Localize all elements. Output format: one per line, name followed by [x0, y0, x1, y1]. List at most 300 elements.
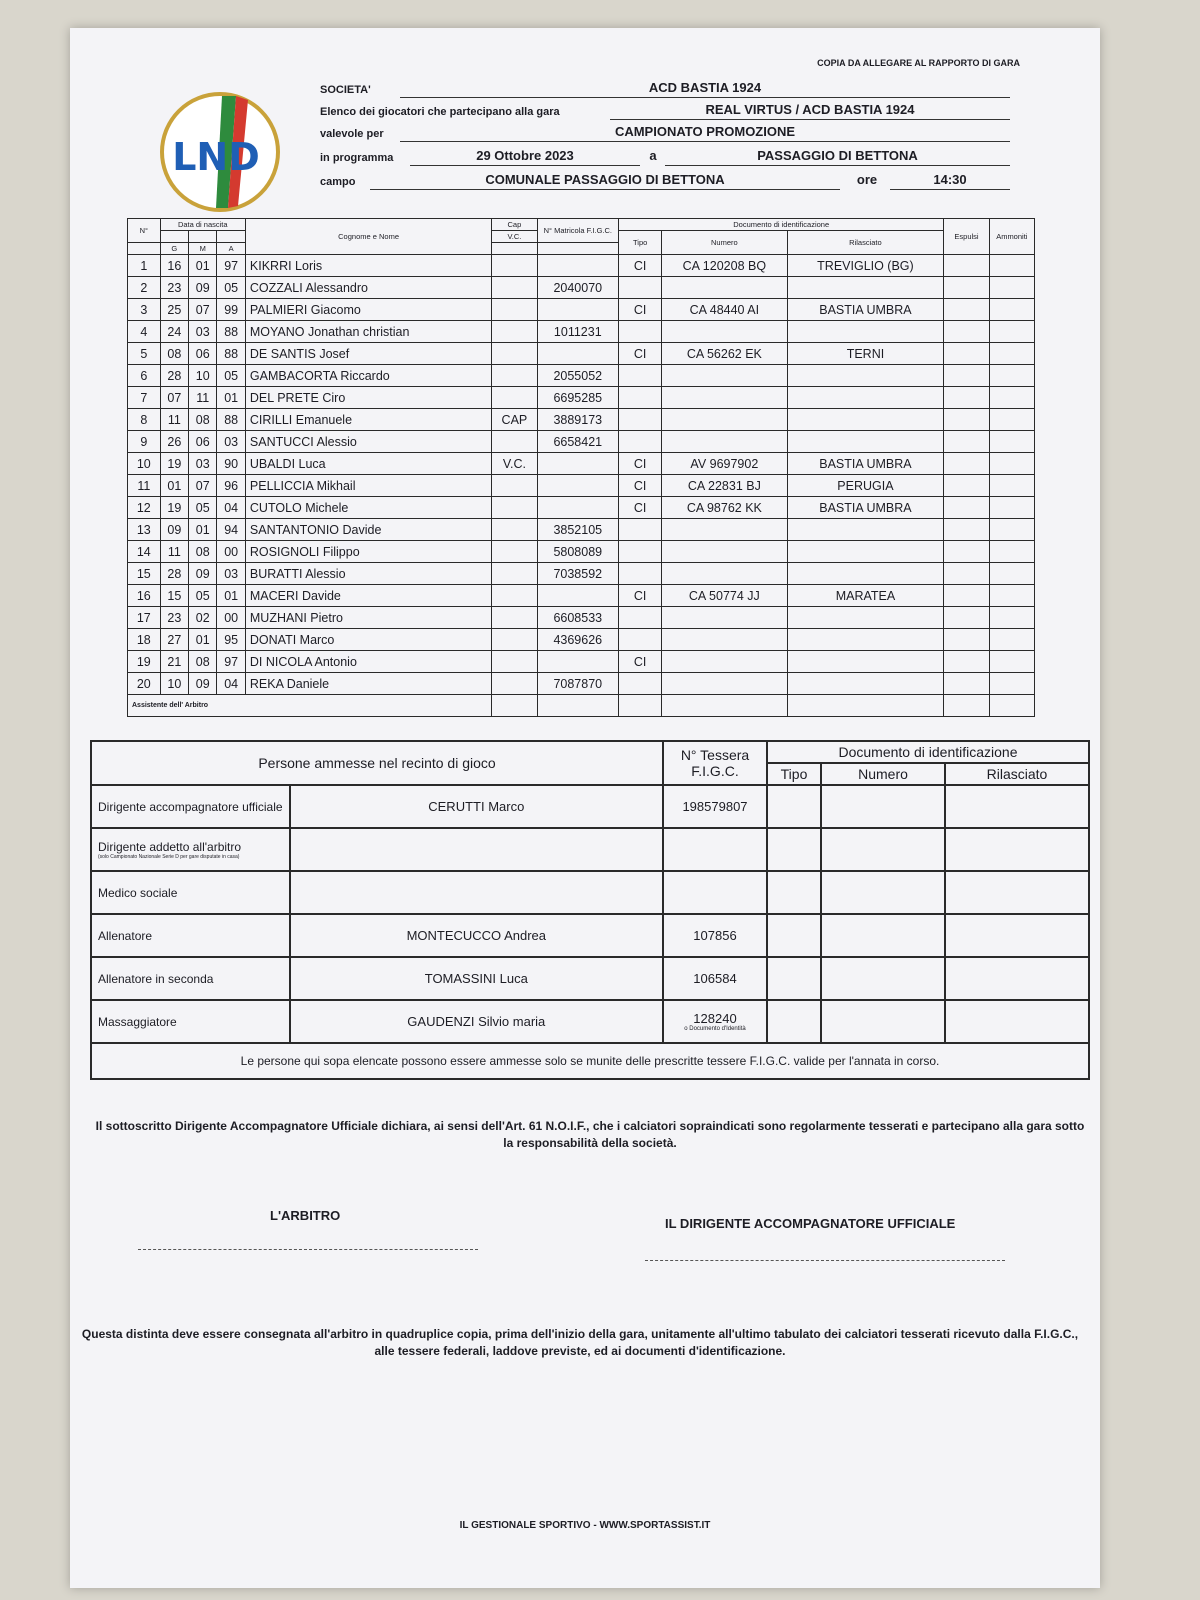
row-valevole: valevole per CAMPIONATO PROMOZIONE [320, 122, 1010, 144]
player-number: 2 [128, 277, 161, 299]
player-name: REKA Daniele [245, 673, 491, 695]
birth-month: 09 [189, 277, 217, 299]
birth-month: 05 [189, 497, 217, 519]
doc-numero [662, 651, 787, 673]
doc-note: o Documento d'Identità [684, 1026, 746, 1032]
player-name: BURATTI Alessio [245, 563, 491, 585]
birth-year: 04 [217, 673, 245, 695]
player-row [128, 343, 1035, 365]
doc-rilasciato [787, 365, 944, 387]
player-name: CIRILLI Emanuele [245, 409, 491, 431]
birth-year: 90 [217, 453, 245, 475]
row-campo: campo COMUNALE PASSAGGIO DI BETTONA ore 14:30 [320, 170, 1010, 192]
doc-numero [662, 409, 787, 431]
ammoniti-cell [989, 651, 1034, 673]
doc-tipo [619, 409, 662, 431]
staff-doc-rilasciato [945, 785, 1089, 828]
espulsi-cell [944, 541, 989, 563]
doc-numero [662, 519, 787, 541]
staff-doc-rilasciato [945, 871, 1089, 914]
row-programma: in programma 29 Ottobre 2023 a PASSAGGIO DI BETTONA [320, 146, 1010, 168]
birth-day: 15 [160, 585, 188, 607]
player-number: 19 [128, 651, 161, 673]
doc-rilasciato: BASTIA UMBRA [787, 497, 944, 519]
doc-tipo: CI [619, 475, 662, 497]
player-name: SANTUCCI Alessio [245, 431, 491, 453]
doc-tipo [619, 277, 662, 299]
player-row [128, 673, 1035, 695]
matricola [537, 255, 619, 277]
data-value: 29 Ottobre 2023 [476, 148, 574, 163]
top-note: COPIA DA ALLEGARE AL RAPPORTO DI GARA [817, 58, 1020, 68]
doc-numero [662, 607, 787, 629]
espulsi-cell [944, 651, 989, 673]
espulsi-cell [944, 299, 989, 321]
ammoniti-cell [989, 541, 1034, 563]
staff-doc-numero [821, 785, 945, 828]
player-name: MOYANO Jonathan christian [245, 321, 491, 343]
birth-year: 01 [217, 585, 245, 607]
player-name: UBALDI Luca [245, 453, 491, 475]
player-row [128, 497, 1035, 519]
birth-year: 00 [217, 541, 245, 563]
ammoniti-cell [989, 673, 1034, 695]
cap-vc [492, 541, 537, 563]
staff-doc-numero [821, 1000, 945, 1043]
player-row [128, 607, 1035, 629]
player-row [128, 409, 1035, 431]
player-number: 18 [128, 629, 161, 651]
campo-value: COMUNALE PASSAGGIO DI BETTONA [485, 172, 725, 187]
staff-doc-rilasciato [945, 828, 1089, 871]
birth-year: 88 [217, 409, 245, 431]
ammoniti-cell [989, 343, 1034, 365]
player-row [128, 651, 1035, 673]
cap-vc [492, 431, 537, 453]
doc-tipo [619, 519, 662, 541]
birth-month: 07 [189, 299, 217, 321]
staff-role: Allenatore [91, 914, 290, 957]
espulsi-cell [944, 629, 989, 651]
player-number: 17 [128, 607, 161, 629]
cap-vc [492, 673, 537, 695]
staff-name: CERUTTI Marco [290, 785, 663, 828]
declaration: Il sottoscritto Dirigente Accompagnatore Ufficiale dichiara, ai sensi dell'Art. 61 N.O.I.F., che i calciatori sopraindicati sono regolarmente tesserati e partecipano alla gara sotto la responsabilità della società. [95, 1119, 1085, 1150]
matricola: 7038592 [537, 563, 619, 585]
ammoniti-cell [989, 277, 1034, 299]
player-rows [128, 255, 1035, 695]
staff-role: Dirigente accompagnatore ufficiale [91, 785, 290, 828]
birth-year: 00 [217, 607, 245, 629]
staff-doc-numero [821, 957, 945, 1000]
doc-rilasciato [787, 519, 944, 541]
doc-tipo: CI [619, 343, 662, 365]
player-number: 11 [128, 475, 161, 497]
cap-vc [492, 321, 537, 343]
campionato-value: CAMPIONATO PROMOZIONE [614, 124, 796, 139]
player-name: DEL PRETE Ciro [245, 387, 491, 409]
birth-year: 88 [217, 321, 245, 343]
staff-row [91, 957, 1089, 1000]
ammoniti-cell [989, 431, 1034, 453]
birth-day: 19 [160, 453, 188, 475]
doc-tipo [619, 673, 662, 695]
birth-day: 24 [160, 321, 188, 343]
birth-year: 05 [217, 277, 245, 299]
birth-month: 10 [189, 365, 217, 387]
doc-tipo [619, 563, 662, 585]
espulsi-cell [944, 519, 989, 541]
birth-month: 08 [189, 541, 217, 563]
birth-day: 08 [160, 343, 188, 365]
player-row [128, 585, 1035, 607]
cap-vc [492, 255, 537, 277]
birth-year: 01 [217, 387, 245, 409]
birth-month: 06 [189, 343, 217, 365]
distinta-sheet [70, 28, 1100, 1588]
player-row [128, 519, 1035, 541]
player-number: 13 [128, 519, 161, 541]
logo-text: LND [172, 135, 260, 179]
espulsi-cell [944, 321, 989, 343]
espulsi-cell [944, 673, 989, 695]
doc-numero: CA 56262 EK [662, 343, 787, 365]
doc-tipo [619, 365, 662, 387]
doc-rilasciato [787, 629, 944, 651]
doc-rilasciato: PERUGIA [787, 475, 944, 497]
birth-month: 08 [189, 651, 217, 673]
espulsi-cell [944, 387, 989, 409]
staff-name [290, 871, 663, 914]
doc-rilasciato: BASTIA UMBRA [787, 453, 944, 475]
birth-day: 10 [160, 673, 188, 695]
birth-month: 03 [189, 321, 217, 343]
doc-numero: CA 120208 BQ [662, 255, 787, 277]
doc-rilasciato [787, 431, 944, 453]
row-societa: SOCIETA' ACD BASTIA 1924 [320, 78, 1010, 100]
player-number: 8 [128, 409, 161, 431]
staff-doc-tipo [767, 1000, 821, 1043]
birth-month: 09 [189, 673, 217, 695]
cap-vc [492, 497, 537, 519]
doc-tipo [619, 387, 662, 409]
doc-rilasciato [787, 673, 944, 695]
doc-numero: AV 9697902 [662, 453, 787, 475]
doc-rilasciato: BASTIA UMBRA [787, 299, 944, 321]
player-row [128, 475, 1035, 497]
matricola: 2040070 [537, 277, 619, 299]
birth-day: 25 [160, 299, 188, 321]
matricola [537, 497, 619, 519]
birth-day: 26 [160, 431, 188, 453]
doc-tipo: CI [619, 255, 662, 277]
espulsi-cell [944, 585, 989, 607]
player-row [128, 563, 1035, 585]
birth-month: 03 [189, 453, 217, 475]
matricola: 6608533 [537, 607, 619, 629]
doc-rilasciato [787, 651, 944, 673]
staff-doc-rilasciato [945, 957, 1089, 1000]
doc-numero: CA 50774 JJ [662, 585, 787, 607]
matricola: 6695285 [537, 387, 619, 409]
doc-numero [662, 365, 787, 387]
staff-doc-numero [821, 871, 945, 914]
player-name: PALMIERI Giacomo [245, 299, 491, 321]
doc-tipo: CI [619, 651, 662, 673]
doc-tipo [619, 321, 662, 343]
birth-day: 16 [160, 255, 188, 277]
staff-tessera [663, 828, 767, 871]
ammoniti-cell [989, 321, 1034, 343]
birth-day: 09 [160, 519, 188, 541]
players-table: N° Data di nascita Cognome e Nome Cap N° Matricola F.I.G.C. Documento di identificazione Espulsi Ammoniti V.C. Tipo Numero Rilasciato G M A 1 16 01 97 KIKRRI Loris CI CA 120208 BQ TREVIGLIO (BG) 2 23 09 05 COZZALI Alessandro 2040070 3 25 07 99 PALMIERI Giacomo CI CA 48440 AI BASTIA UMBRA 4 24 03 88 MOYANO Jonathan christian 1011231 5 08 06 88 DE SANTIS Josef CI CA 56262 EK TERNI 6 28 10 05 GAMBACORTA Riccardo 2055052 7 07 11 01 DEL PRETE Ciro 6695285 8 11 08 88 CIRILLI Emanuele CAP 3889173 9 26 06 03 SANTUCCI Alessio 6658421 10 19 03 90 UBALDI Luca V.C. CI AV 9697902 BASTIA UMBRA 11 01 07 96 PELLICCIA Mikhail CI CA 22831 BJ PERUGIA 12 19 05 04 CUTOLO Michele CI CA 98762 KK BASTIA UMBRA 13 09 01 94 SANTANTONIO Davide 3852105 14 11 08 00 ROSIGNOLI Filippo 5808089 15 28 09 03 BURATTI Alessio 7038592 16 15 05 01 MACERI Davide CI CA 50774 JJ MARATEA 17 23 02 00 MUZHANI Pietro 6608533 18 27 01 95 DONATI Marco 4369626 19 21 08 97 DI NICOLA Antonio CI 20 10 09 04 REKA Daniele 7087870 Assistente dell' Arbitro [127, 218, 1035, 717]
birth-month: 07 [189, 475, 217, 497]
doc-tipo: CI [619, 299, 662, 321]
gestionale-footer: IL GESTIONALE SPORTIVO - WWW.SPORTASSIST.IT [459, 1520, 711, 1531]
player-name: DONATI Marco [245, 629, 491, 651]
cap-vc [492, 475, 537, 497]
birth-day: 11 [160, 409, 188, 431]
espulsi-cell [944, 255, 989, 277]
player-number: 10 [128, 453, 161, 475]
staff-doc-tipo [767, 828, 821, 871]
matricola: 4369626 [537, 629, 619, 651]
staff-row [91, 914, 1089, 957]
birth-day: 28 [160, 563, 188, 585]
ammoniti-cell [989, 453, 1034, 475]
espulsi-cell [944, 497, 989, 519]
espulsi-cell [944, 475, 989, 497]
birth-month: 09 [189, 563, 217, 585]
staff-doc-tipo [767, 914, 821, 957]
player-name: MUZHANI Pietro [245, 607, 491, 629]
staff-doc-numero [821, 828, 945, 871]
cap-vc [492, 365, 537, 387]
player-row [128, 431, 1035, 453]
staff-role: Allenatore in seconda [91, 957, 290, 1000]
birth-month: 02 [189, 607, 217, 629]
matricola [537, 585, 619, 607]
staff-doc-numero [821, 914, 945, 957]
matricola: 3852105 [537, 519, 619, 541]
doc-rilasciato: MARATEA [787, 585, 944, 607]
staff-tessera: 198579807 [663, 785, 767, 828]
birth-day: 27 [160, 629, 188, 651]
birth-month: 06 [189, 431, 217, 453]
staff-name: MONTECUCCO Andrea [290, 914, 663, 957]
birth-year: 03 [217, 563, 245, 585]
doc-numero [662, 277, 787, 299]
player-number: 5 [128, 343, 161, 365]
staff-row [91, 871, 1089, 914]
doc-numero [662, 541, 787, 563]
doc-rilasciato [787, 387, 944, 409]
birth-month: 05 [189, 585, 217, 607]
player-name: DE SANTIS Josef [245, 343, 491, 365]
doc-numero [662, 629, 787, 651]
matricola: 3889173 [537, 409, 619, 431]
cap-vc [492, 629, 537, 651]
ammoniti-cell [989, 475, 1034, 497]
ammoniti-cell [989, 365, 1034, 387]
staff-table: Persone ammesse nel recinto di gioco N° Tessera F.I.G.C. Documento di identificazione Tipo Numero Rilasciato Dirigente accompagnatore ufficiale CERUTTI Marco 198579807 Dirigente addetto all'arbitro (solo Campionato Nazionale Serie D per gare disputate in casa) Medico sociale Allenatore MONTECUCCO Andrea 107856 Allenatore in seconda TOMASSINI Luca 106584 Massaggiatore GAUDENZI Silvio maria 128240 o Documento d'Identità Le persone qui sopa elencate possono essere ammesse solo se munite delle prescritte tessere F.I.G.C. valide per l'annata in corso. [90, 740, 1090, 1080]
birth-year: 97 [217, 651, 245, 673]
cap-vc [492, 651, 537, 673]
birth-day: 21 [160, 651, 188, 673]
doc-rilasciato [787, 277, 944, 299]
matricola: 1011231 [537, 321, 619, 343]
staff-doc-rilasciato [945, 914, 1089, 957]
cap-vc: CAP [492, 409, 537, 431]
ammoniti-cell [989, 607, 1034, 629]
player-number: 4 [128, 321, 161, 343]
staff-role: Medico sociale [91, 871, 290, 914]
cap-vc [492, 277, 537, 299]
player-number: 6 [128, 365, 161, 387]
player-name: DI NICOLA Antonio [245, 651, 491, 673]
cap-vc [492, 387, 537, 409]
birth-year: 88 [217, 343, 245, 365]
player-row [128, 321, 1035, 343]
arbitro-signature-line [138, 1249, 478, 1250]
birth-day: 11 [160, 541, 188, 563]
matricola [537, 299, 619, 321]
matricola [537, 343, 619, 365]
gara-value: REAL VIRTUS / ACD BASTIA 1924 [705, 102, 915, 117]
espulsi-cell [944, 431, 989, 453]
player-name: KIKRRI Loris [245, 255, 491, 277]
cap-vc [492, 519, 537, 541]
staff-tessera: 106584 [663, 957, 767, 1000]
birth-day: 07 [160, 387, 188, 409]
ammoniti-cell [989, 409, 1034, 431]
doc-numero [662, 321, 787, 343]
player-number: 15 [128, 563, 161, 585]
staff-rows [91, 785, 1089, 1043]
doc-rilasciato: TERNI [787, 343, 944, 365]
doc-rilasciato [787, 321, 944, 343]
doc-numero: CA 22831 BJ [662, 475, 787, 497]
birth-day: 01 [160, 475, 188, 497]
row-gara: Elenco dei giocatori che partecipano alla gara REAL VIRTUS / ACD BASTIA 1924 [320, 100, 1010, 122]
birth-day: 19 [160, 497, 188, 519]
espulsi-cell [944, 277, 989, 299]
ammoniti-cell [989, 299, 1034, 321]
player-row [128, 541, 1035, 563]
player-name: PELLICCIA Mikhail [245, 475, 491, 497]
player-row [128, 255, 1035, 277]
matricola: 5808089 [537, 541, 619, 563]
staff-notice: Le persone qui sopa elencate possono essere ammesse solo se munite delle prescritte tessere F.I.G.C. valide per l'annata in corso. [91, 1043, 1089, 1079]
doc-rilasciato [787, 541, 944, 563]
staff-row [91, 1000, 1089, 1043]
staff-tessera: 128240 o Documento d'Identità [663, 1000, 767, 1043]
arbitro-signature-label: L'ARBITRO [270, 1208, 341, 1223]
doc-rilasciato [787, 607, 944, 629]
ammoniti-cell [989, 585, 1034, 607]
birth-year: 97 [217, 255, 245, 277]
player-number: 14 [128, 541, 161, 563]
birth-year: 95 [217, 629, 245, 651]
player-row [128, 629, 1035, 651]
cap-vc [492, 343, 537, 365]
staff-name [290, 828, 663, 871]
birth-year: 99 [217, 299, 245, 321]
player-row [128, 387, 1035, 409]
ammoniti-cell [989, 255, 1034, 277]
doc-numero [662, 431, 787, 453]
staff-role: Dirigente addetto all'arbitro (solo Campionato Nazionale Serie D per gare disputate in casa) [91, 828, 290, 871]
espulsi-cell [944, 343, 989, 365]
doc-tipo: CI [619, 453, 662, 475]
espulsi-cell [944, 409, 989, 431]
espulsi-cell [944, 365, 989, 387]
staff-doc-tipo [767, 785, 821, 828]
cap-vc [492, 585, 537, 607]
staff-doc-tipo [767, 871, 821, 914]
footer-note: Questa distinta deve essere consegnata all'arbitro in quadruplice copia, prima dell'inizio della gara, unitamente all'ultimo tabulato dei calciatori tesserati ricevuto dalla F.I.G.C., alle tessere federali, laddove previste, ed ai documenti d'identificazione. [81, 1327, 1079, 1358]
birth-month: 01 [189, 629, 217, 651]
espulsi-cell [944, 607, 989, 629]
doc-numero [662, 673, 787, 695]
player-number: 20 [128, 673, 161, 695]
staff-row [91, 785, 1089, 828]
doc-numero: CA 98762 KK [662, 497, 787, 519]
player-name: SANTANTONIO Davide [245, 519, 491, 541]
ammoniti-cell [989, 563, 1034, 585]
player-row [128, 453, 1035, 475]
doc-numero [662, 563, 787, 585]
matricola: 2055052 [537, 365, 619, 387]
doc-tipo [619, 431, 662, 453]
player-name: GAMBACORTA Riccardo [245, 365, 491, 387]
ammoniti-cell [989, 497, 1034, 519]
ammoniti-cell [989, 387, 1034, 409]
matricola [537, 453, 619, 475]
dirigente-subnote: (solo Campionato Nazionale Serie D per gare disputate in casa) [98, 853, 240, 860]
player-number: 1 [128, 255, 161, 277]
birth-year: 05 [217, 365, 245, 387]
birth-year: 94 [217, 519, 245, 541]
staff-doc-rilasciato [945, 1000, 1089, 1043]
doc-tipo [619, 541, 662, 563]
matricola: 7087870 [537, 673, 619, 695]
doc-tipo [619, 629, 662, 651]
ammoniti-cell [989, 629, 1034, 651]
birth-month: 11 [189, 387, 217, 409]
birth-day: 23 [160, 277, 188, 299]
player-number: 9 [128, 431, 161, 453]
player-number: 16 [128, 585, 161, 607]
birth-year: 96 [217, 475, 245, 497]
doc-numero: CA 48440 AI [662, 299, 787, 321]
staff-tessera: 107856 [663, 914, 767, 957]
player-name: ROSIGNOLI Filippo [245, 541, 491, 563]
birth-month: 01 [189, 255, 217, 277]
birth-year: 04 [217, 497, 245, 519]
player-name: MACERI Davide [245, 585, 491, 607]
dirigente-signature-line [645, 1260, 1005, 1261]
player-number: 7 [128, 387, 161, 409]
player-name: CUTOLO Michele [245, 497, 491, 519]
birth-month: 08 [189, 409, 217, 431]
doc-rilasciato [787, 409, 944, 431]
espulsi-cell [944, 563, 989, 585]
matricola [537, 475, 619, 497]
doc-numero [662, 387, 787, 409]
player-name: COZZALI Alessandro [245, 277, 491, 299]
staff-doc-tipo [767, 957, 821, 1000]
